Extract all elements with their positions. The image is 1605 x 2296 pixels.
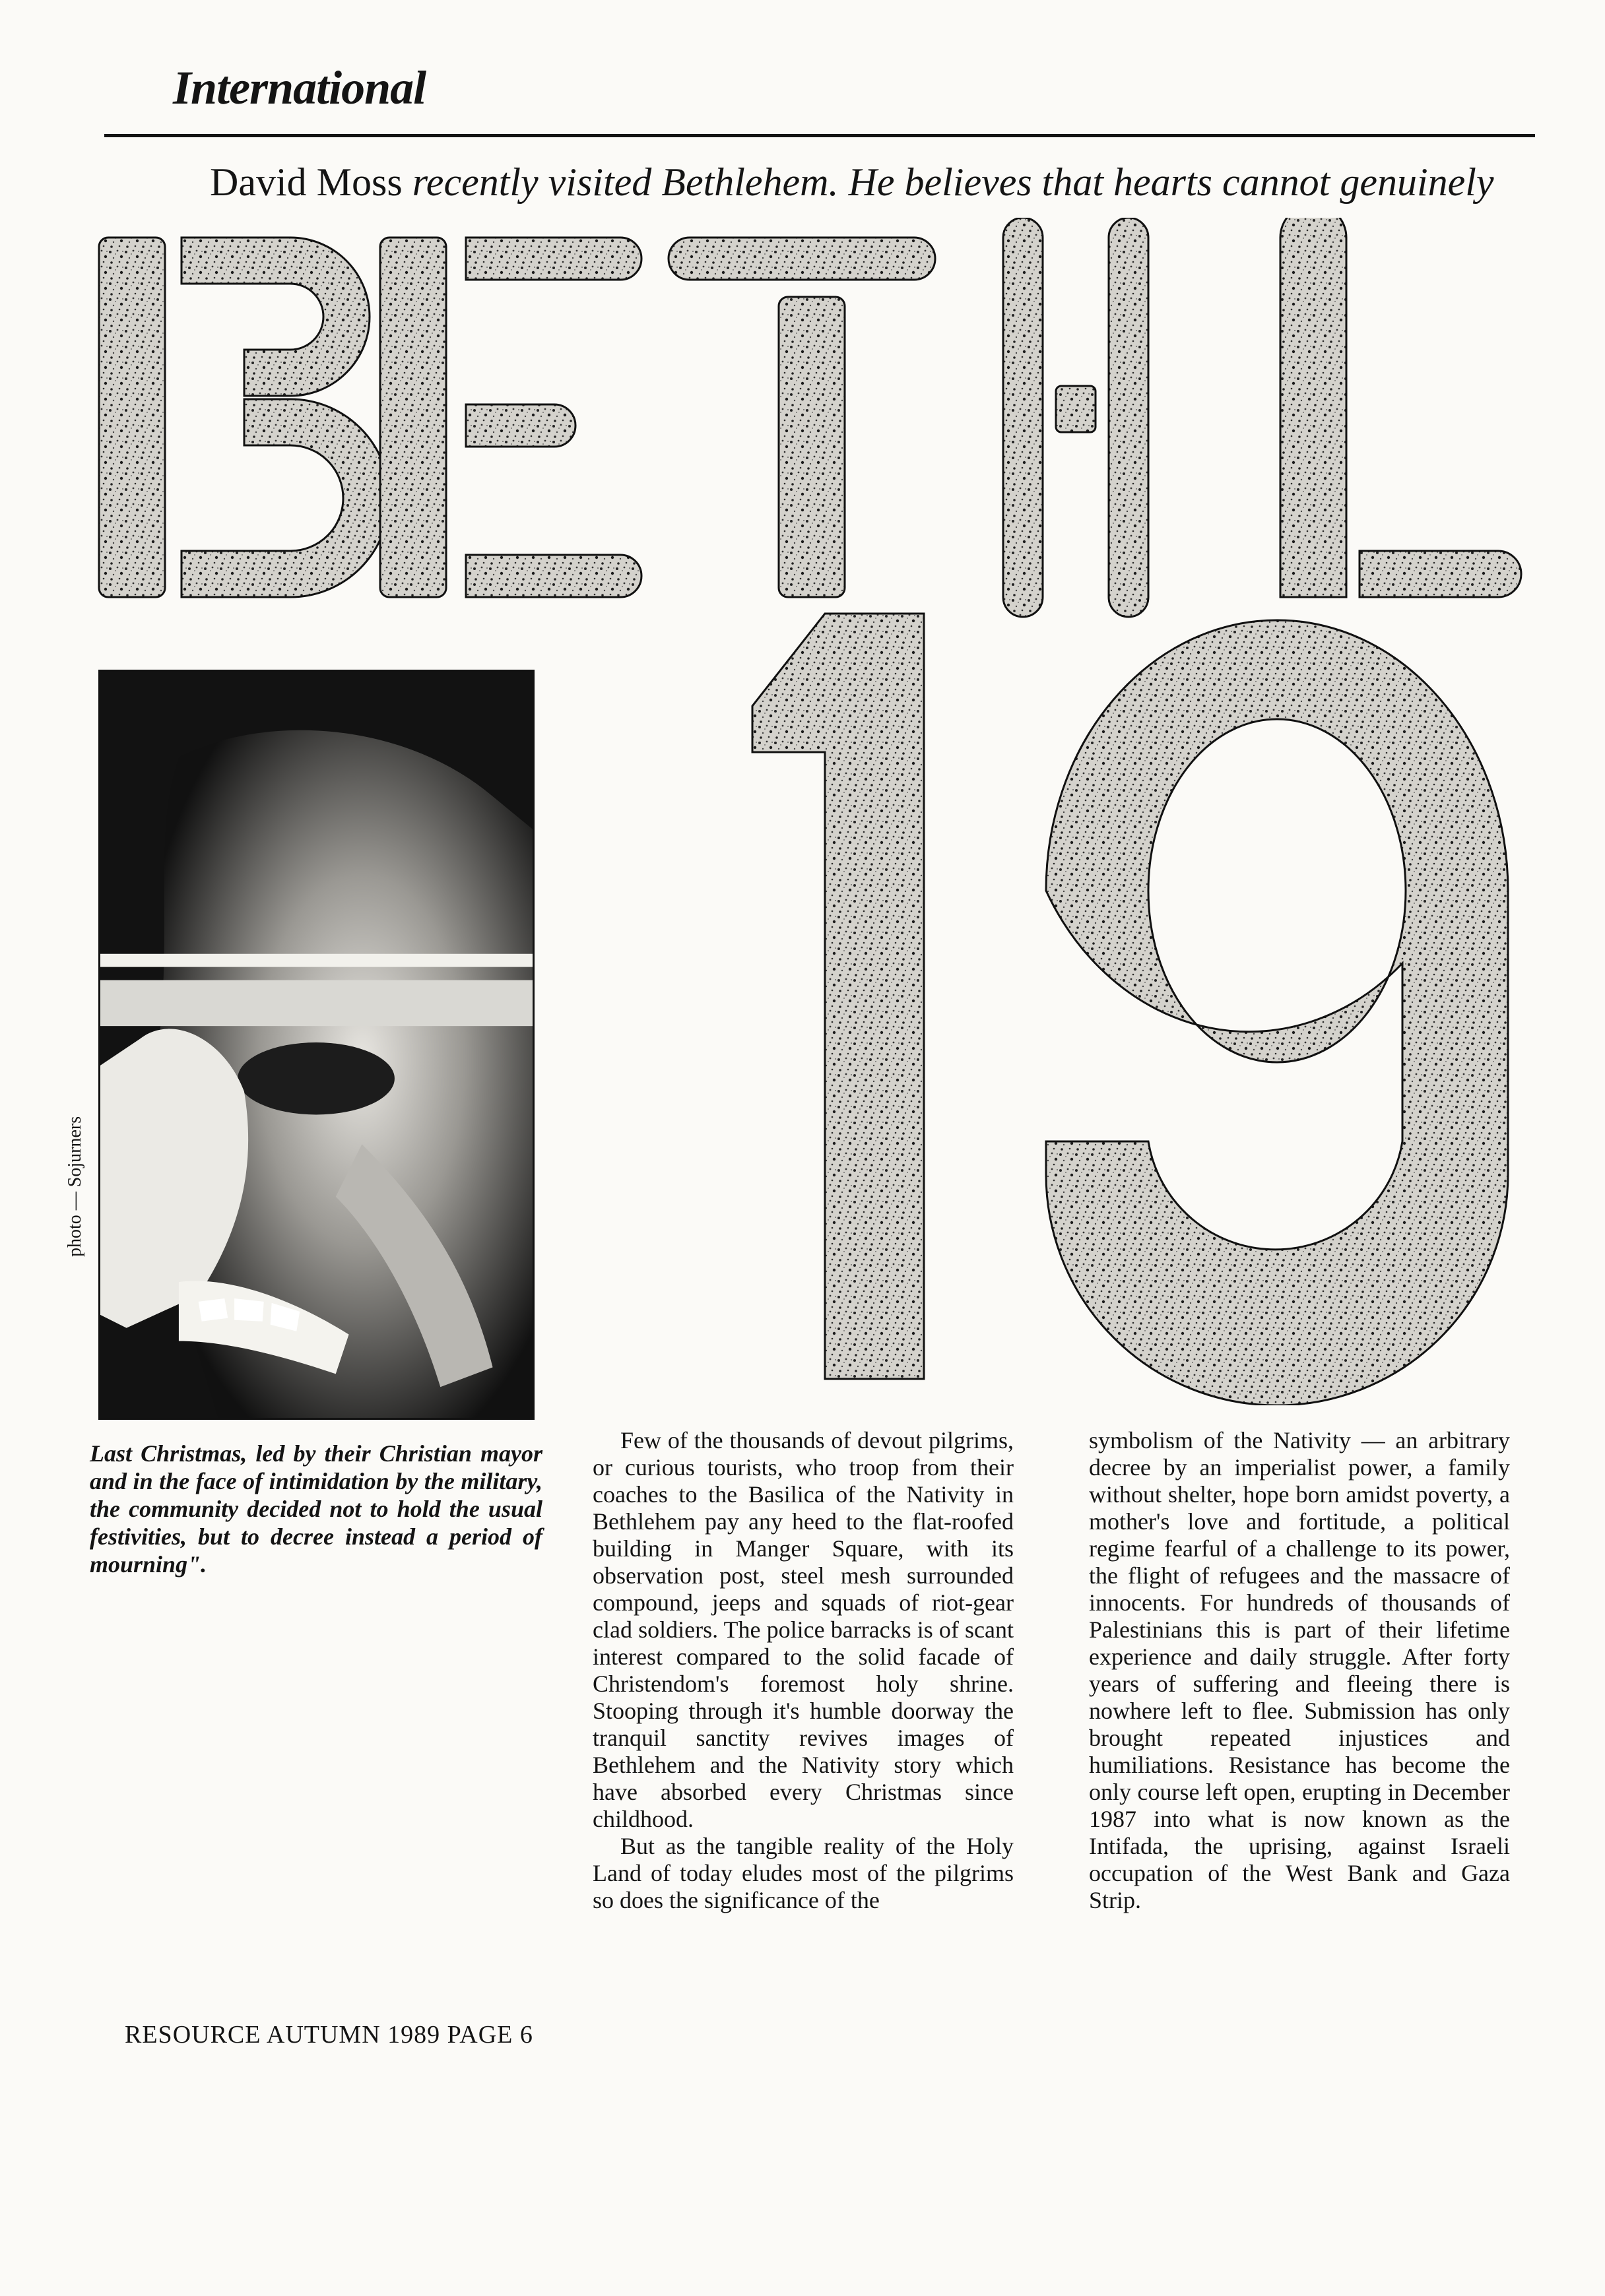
article-paragraph: Few of the thousands of devout pilgrims, or curious tourists, who troop from their coaches to the Basilica of the Nativity in Bethlehem pay any heed to the flat-roofed building in Manger Square, with its observation post, steel mesh surrounded compound, jeeps and squads of riot-gear clad soldiers. The police barracks is of scant interest compared to the solid facade of Christendom's foremost holy shrine. Stooping through it's humble doorway the tranquil sanctity revives images of Bethlehem and the Nativity story which have absorbed every Christmas since childhood. — [593, 1427, 1014, 1832]
photo-image — [100, 672, 533, 1418]
photo-credit — [63, 1019, 90, 1257]
standfirst-intro: recently visited Bethlehem. He believes that hearts cannot genuinely — [412, 160, 1494, 204]
letter-e — [380, 238, 641, 597]
article-paragraph: symbolism of the Nativity — an arbitrary decree by an imperialist power, a family without shelter, hope born amidst poverty, a mother's love and fortitude, a political regime fearful of a challenge to its power, the flight of refugees and the massacre of innocents. For hundreds of thousands of Palestinians this is part of their lifetime experience and daily struggle. After forty years of suffering and fleeing there is nowhere left to flee. Submission has only brought repeated injustices and humiliations. Resistance has become the only course left open, erupting in December 1987 into what is now known as the Intifada, the uprising, against Israeli occupation of the West Bank and Gaza Strip. — [1089, 1427, 1510, 1913]
digit-1 — [752, 614, 924, 1379]
article-column-1 — [593, 1427, 1014, 1914]
article-column-2 — [1089, 1427, 1510, 1914]
photo-caption: Last Christmas, led by their Christian mayor and in the face of intimidation by the military, the community decided not to hold the usual festivities, but to decree instead a period of mourning". — [90, 1440, 542, 1578]
news-photo — [98, 670, 535, 1420]
photo-credit-text: photo — Sojurners — [65, 1116, 85, 1257]
letter-h — [1003, 218, 1148, 617]
page-footer: RESOURCE AUTUMN 1989 PAGE 6 — [125, 2021, 533, 2049]
letter-t — [669, 238, 935, 597]
letter-l — [1280, 218, 1521, 597]
article-paragraph: But as the tangible reality of the Holy Land of today eludes most of the pilgrims so does the significance of the — [593, 1833, 1014, 1913]
header-rule — [104, 134, 1535, 137]
section-label: International — [173, 61, 426, 114]
standfirst — [210, 156, 1497, 208]
letter-b — [99, 238, 389, 597]
digit-9 — [1046, 620, 1508, 1405]
author-name: David Moss — [210, 160, 403, 204]
